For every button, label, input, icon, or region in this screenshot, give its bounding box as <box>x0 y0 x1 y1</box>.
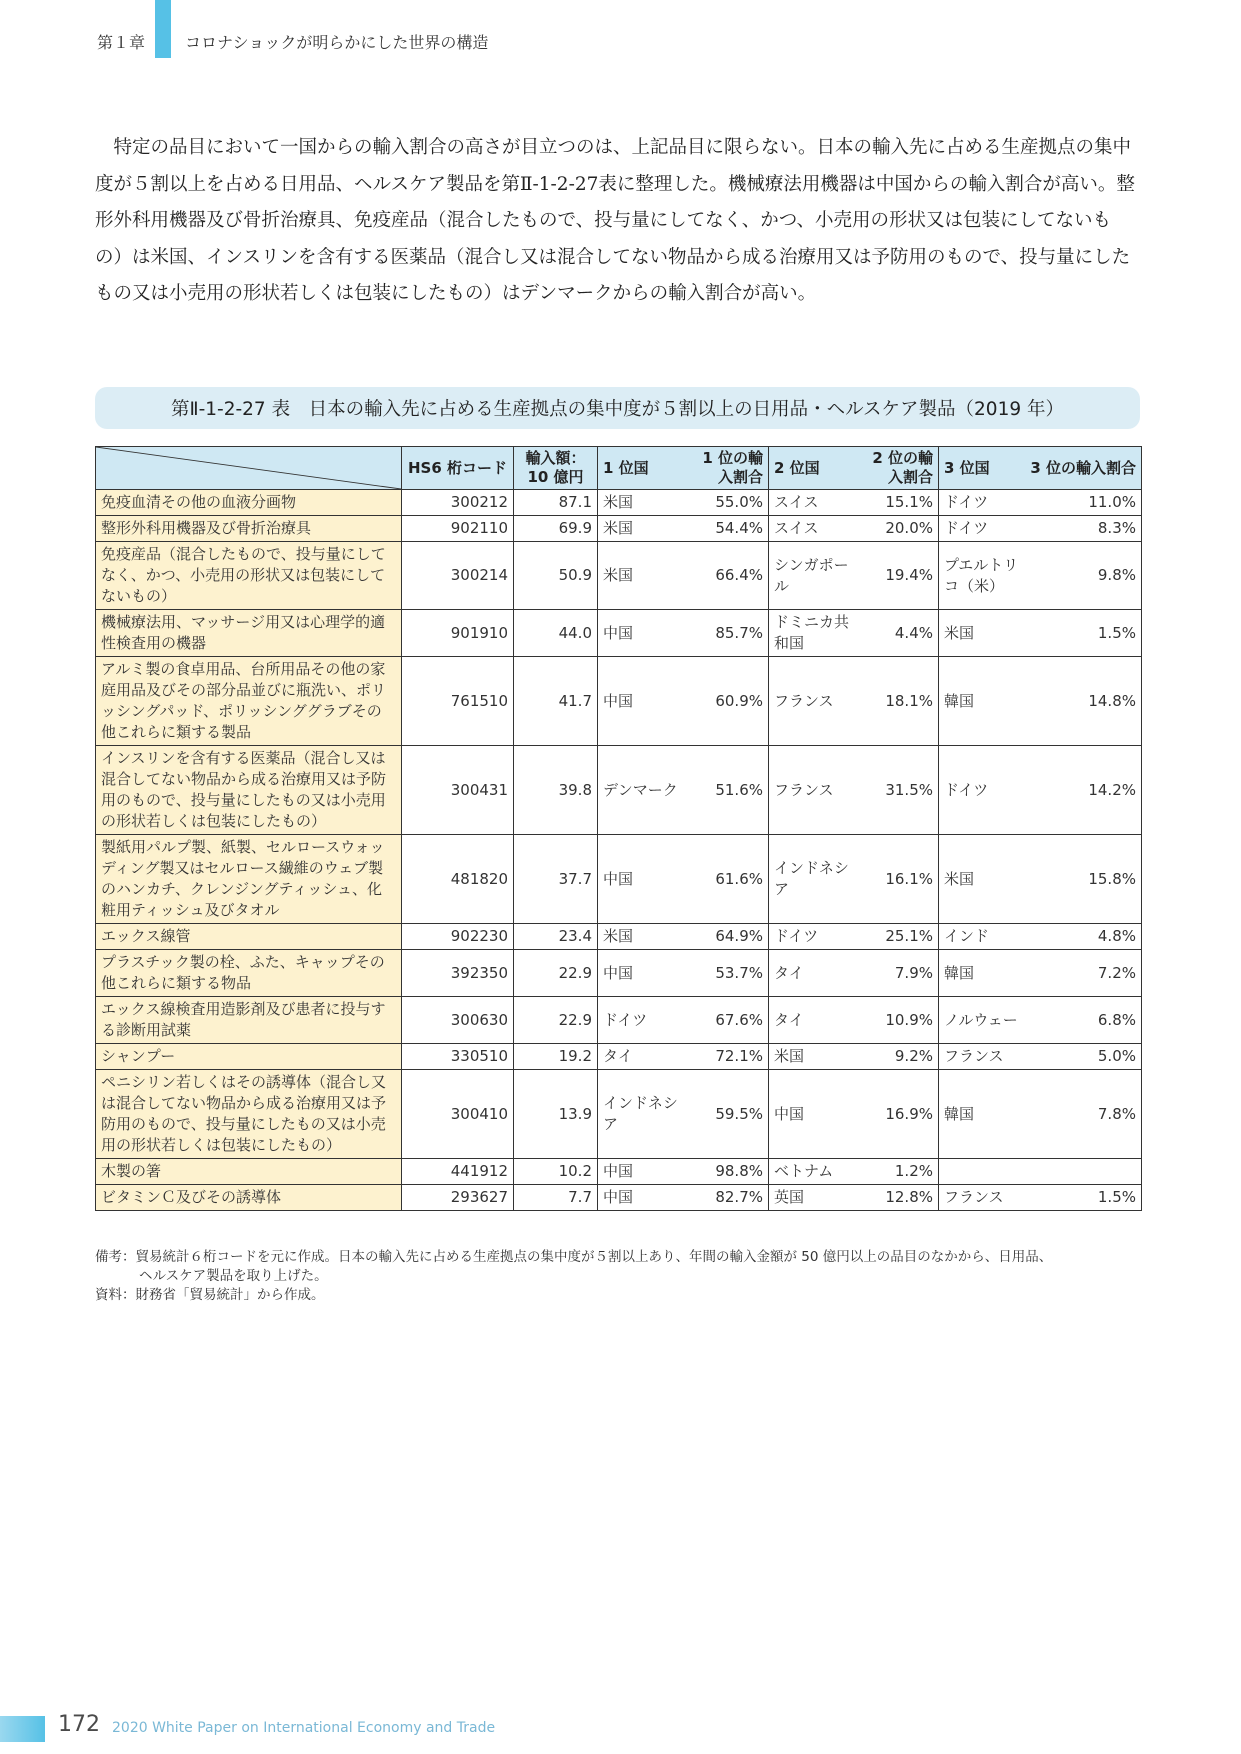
row-country-1: 中国 <box>598 950 687 997</box>
header-country1: 1 位国 <box>598 447 687 490</box>
row-country-2: 中国 <box>769 1070 858 1159</box>
row-share-2: 12.8% <box>858 1185 939 1211</box>
table-row <box>96 997 1142 1044</box>
row-item-name: 整形外科用機器及び骨折治療具 <box>96 516 402 542</box>
table-row <box>96 490 1142 516</box>
row-country-1: インドネシア <box>598 1070 687 1159</box>
row-item-name: ペニシリン若しくはその誘導体（混合し又は混合してない物品から成る治療用又は予防用のもので、投与量にしたもの又は小売用の形状若しくは包装にしたもの） <box>96 1070 402 1159</box>
row-share-1: 82.7% <box>687 1185 769 1211</box>
footer-title: 2020 White Paper on International Economy and Trade <box>112 1720 496 1736</box>
row-country-1: 米国 <box>598 516 687 542</box>
row-share-2: 19.4% <box>858 542 939 610</box>
row-country-1: 中国 <box>598 1159 687 1185</box>
table-title-text: 第Ⅱ-1-2-27 表 日本の輸入先に占める生産拠点の集中度が５割以上の日用品・ヘルスケア製品（2019 年） <box>170 399 1064 420</box>
row-country-2: シンガポール <box>769 542 858 610</box>
row-country-2: タイ <box>769 997 858 1044</box>
table-row <box>96 746 1142 835</box>
row-hs6-code: 481820 <box>402 835 514 924</box>
row-import-amount: 10.2 <box>514 1159 598 1185</box>
row-import-amount: 19.2 <box>514 1044 598 1070</box>
source-note: 資料：財務省「貿易統計」から作成。 <box>95 1287 325 1303</box>
row-share-3: 7.2% <box>1025 950 1142 997</box>
row-import-amount: 87.1 <box>514 490 598 516</box>
table-row <box>96 1185 1142 1211</box>
row-country-2: ベトナム <box>769 1159 858 1185</box>
row-country-3: 米国 <box>939 610 1025 657</box>
row-import-amount: 7.7 <box>514 1185 598 1211</box>
row-item-name: 木製の箸 <box>96 1159 402 1185</box>
row-country-1: タイ <box>598 1044 687 1070</box>
row-country-3: プエルトリコ（米） <box>939 542 1025 610</box>
row-country-2: 英国 <box>769 1185 858 1211</box>
table-row <box>96 542 1142 610</box>
row-country-1: 中国 <box>598 610 687 657</box>
row-country-2: ドイツ <box>769 924 858 950</box>
body-paragraph: 特定の品目において一国からの輸入割合の高さが目立つのは、上記品目に限らない。日本の輸入先に占める生産拠点の集中度が５割以上を占める日用品、ヘルスケア製品を第Ⅱ-1-2-27表に整理した。機械療法用機器は中国からの輸入割合が高い。整形外科用機器及び骨折治療具、免疫産品（混合したもので、投与量にしてなく、かつ、小売用の形状又は包装にしてないもの）は米国、インスリンを含有する医薬品（混合し又は混合してない物品から成る治療用又は予防用のもので、投与量にしたもの又は小売用の形状若しくは包装にしたもの）はデンマークからの輸入割合が高い。 <box>95 137 1135 304</box>
note-line-2: ヘルスケア製品を取り上げた。 <box>139 1268 328 1284</box>
header-country2: 2 位国 <box>769 447 858 490</box>
row-share-1: 66.4% <box>687 542 769 610</box>
row-hs6-code: 300410 <box>402 1070 514 1159</box>
row-share-3: 9.8% <box>1025 542 1142 610</box>
row-country-1: 中国 <box>598 835 687 924</box>
row-country-3: ノルウェー <box>939 997 1025 1044</box>
row-hs6-code: 901910 <box>402 610 514 657</box>
row-import-amount: 39.8 <box>514 746 598 835</box>
row-country-3: ドイツ <box>939 516 1025 542</box>
footer-accent-bar <box>0 1716 45 1742</box>
row-share-1: 60.9% <box>687 657 769 746</box>
header-amount: 輸入額：10 億円 <box>514 447 598 490</box>
row-share-1: 72.1% <box>687 1044 769 1070</box>
page-number: 172 <box>58 1712 100 1737</box>
row-country-3: ドイツ <box>939 746 1025 835</box>
row-hs6-code: 293627 <box>402 1185 514 1211</box>
row-country-2: スイス <box>769 490 858 516</box>
row-country-1: ドイツ <box>598 997 687 1044</box>
row-hs6-code: 441912 <box>402 1159 514 1185</box>
data-table <box>95 446 1142 1211</box>
table-row <box>96 835 1142 924</box>
table-notes <box>95 1248 1145 1305</box>
row-country-3: インド <box>939 924 1025 950</box>
row-share-2: 31.5% <box>858 746 939 835</box>
row-hs6-code: 902230 <box>402 924 514 950</box>
row-share-3: 14.2% <box>1025 746 1142 835</box>
row-country-3: 韓国 <box>939 657 1025 746</box>
row-hs6-code: 300431 <box>402 746 514 835</box>
table-row <box>96 657 1142 746</box>
row-country-1: 米国 <box>598 490 687 516</box>
table-title <box>95 387 1140 429</box>
table-row <box>96 610 1142 657</box>
row-hs6-code: 300212 <box>402 490 514 516</box>
page-header <box>0 0 1241 80</box>
table-row <box>96 1159 1142 1185</box>
row-share-2: 18.1% <box>858 657 939 746</box>
row-country-3: フランス <box>939 1044 1025 1070</box>
row-share-3: 4.8% <box>1025 924 1142 950</box>
row-share-1: 61.6% <box>687 835 769 924</box>
row-import-amount: 50.9 <box>514 542 598 610</box>
table-row <box>96 924 1142 950</box>
row-share-3: 1.5% <box>1025 1185 1142 1211</box>
row-share-3: 5.0% <box>1025 1044 1142 1070</box>
row-share-2: 25.1% <box>858 924 939 950</box>
header-hs6: HS6 桁コード <box>402 447 514 490</box>
row-share-2: 7.9% <box>858 950 939 997</box>
row-hs6-code: 392350 <box>402 950 514 997</box>
chapter-label: 第１章 <box>97 33 146 52</box>
row-country-3 <box>939 1159 1025 1185</box>
row-country-3: 韓国 <box>939 950 1025 997</box>
row-item-name: 免疫産品（混合したもので、投与量にしてなく、かつ、小売用の形状又は包装にしてないもの） <box>96 542 402 610</box>
header-country3: 3 位国 <box>939 447 1025 490</box>
row-share-1: 64.9% <box>687 924 769 950</box>
row-country-2: タイ <box>769 950 858 997</box>
row-share-3: 1.5% <box>1025 610 1142 657</box>
row-country-3: フランス <box>939 1185 1025 1211</box>
table-row <box>96 950 1142 997</box>
row-share-1: 59.5% <box>687 1070 769 1159</box>
row-country-2: フランス <box>769 657 858 746</box>
row-country-3: 米国 <box>939 835 1025 924</box>
row-country-1: デンマーク <box>598 746 687 835</box>
row-country-1: 中国 <box>598 657 687 746</box>
row-item-name: エックス線検査用造影剤及び患者に投与する診断用試薬 <box>96 997 402 1044</box>
row-country-3: 韓国 <box>939 1070 1025 1159</box>
row-country-2: 米国 <box>769 1044 858 1070</box>
table-header-row <box>96 447 1142 490</box>
row-share-1: 67.6% <box>687 997 769 1044</box>
row-item-name: シャンプー <box>96 1044 402 1070</box>
row-share-1: 51.6% <box>687 746 769 835</box>
row-import-amount: 69.9 <box>514 516 598 542</box>
row-country-3: ドイツ <box>939 490 1025 516</box>
row-share-3 <box>1025 1159 1142 1185</box>
row-country-2: インドネシア <box>769 835 858 924</box>
row-share-2: 1.2% <box>858 1159 939 1185</box>
row-hs6-code: 330510 <box>402 1044 514 1070</box>
row-share-3: 15.8% <box>1025 835 1142 924</box>
row-share-3: 11.0% <box>1025 490 1142 516</box>
row-import-amount: 44.0 <box>514 610 598 657</box>
note-line-1: 備考：貿易統計６桁コードを元に作成。日本の輸入先に占める生産拠点の集中度が５割以上あり、年間の輸入金額が 50 億円以上の品目のなかから、日用品、 <box>95 1249 1053 1265</box>
row-share-1: 85.7% <box>687 610 769 657</box>
row-import-amount: 22.9 <box>514 950 598 997</box>
row-country-2: ドミニカ共和国 <box>769 610 858 657</box>
table-row <box>96 1044 1142 1070</box>
header-share2: 2 位の輸入割合 <box>858 447 939 490</box>
row-import-amount: 22.9 <box>514 997 598 1044</box>
row-share-1: 53.7% <box>687 950 769 997</box>
row-item-name: アルミ製の食卓用品、台所用品その他の家庭用品及びその部分品並びに瓶洗い、ポリッシングパッド、ポリッシンググラブその他これらに類する製品 <box>96 657 402 746</box>
row-item-name: 機械療法用、マッサージ用又は心理学的適性検査用の機器 <box>96 610 402 657</box>
header-accent-bar <box>155 0 171 58</box>
row-item-name: プラスチック製の栓、ふた、キャップその他これらに類する物品 <box>96 950 402 997</box>
row-item-name: インスリンを含有する医薬品（混合し又は混合してない物品から成る治療用又は予防用のもので、投与量にしたもの又は小売用の形状若しくは包装にしたもの） <box>96 746 402 835</box>
row-import-amount: 37.7 <box>514 835 598 924</box>
row-import-amount: 41.7 <box>514 657 598 746</box>
row-hs6-code: 761510 <box>402 657 514 746</box>
row-share-2: 4.4% <box>858 610 939 657</box>
row-share-2: 16.9% <box>858 1070 939 1159</box>
row-country-2: スイス <box>769 516 858 542</box>
row-hs6-code: 300630 <box>402 997 514 1044</box>
row-import-amount: 23.4 <box>514 924 598 950</box>
row-share-2: 16.1% <box>858 835 939 924</box>
table-row <box>96 516 1142 542</box>
row-country-2: フランス <box>769 746 858 835</box>
chapter-title: コロナショックが明らかにした世界の構造 <box>185 33 489 52</box>
header-share1: 1 位の輸入割合 <box>687 447 769 490</box>
row-share-2: 15.1% <box>858 490 939 516</box>
row-share-3: 7.8% <box>1025 1070 1142 1159</box>
row-country-1: 中国 <box>598 1185 687 1211</box>
row-import-amount: 13.9 <box>514 1070 598 1159</box>
table-row <box>96 1070 1142 1159</box>
row-share-3: 14.8% <box>1025 657 1142 746</box>
row-share-1: 54.4% <box>687 516 769 542</box>
row-hs6-code: 902110 <box>402 516 514 542</box>
diagonal-line-icon <box>96 447 401 489</box>
header-corner-cell <box>96 447 402 490</box>
row-share-1: 98.8% <box>687 1159 769 1185</box>
header-share3: 3 位の輸入割合 <box>1025 447 1142 490</box>
row-share-3: 6.8% <box>1025 997 1142 1044</box>
row-share-2: 9.2% <box>858 1044 939 1070</box>
row-country-1: 米国 <box>598 924 687 950</box>
row-item-name: エックス線管 <box>96 924 402 950</box>
row-share-3: 8.3% <box>1025 516 1142 542</box>
row-share-1: 55.0% <box>687 490 769 516</box>
row-item-name: ビタミンＣ及びその誘導体 <box>96 1185 402 1211</box>
row-hs6-code: 300214 <box>402 542 514 610</box>
row-share-2: 10.9% <box>858 997 939 1044</box>
row-country-1: 米国 <box>598 542 687 610</box>
row-item-name: 免疫血清その他の血液分画物 <box>96 490 402 516</box>
row-item-name: 製紙用パルプ製、紙製、セルロースウォッディング製又はセルロース繊維のウェブ製のハンカチ、クレンジングティッシュ、化粧用ティッシュ及びタオル <box>96 835 402 924</box>
row-share-2: 20.0% <box>858 516 939 542</box>
